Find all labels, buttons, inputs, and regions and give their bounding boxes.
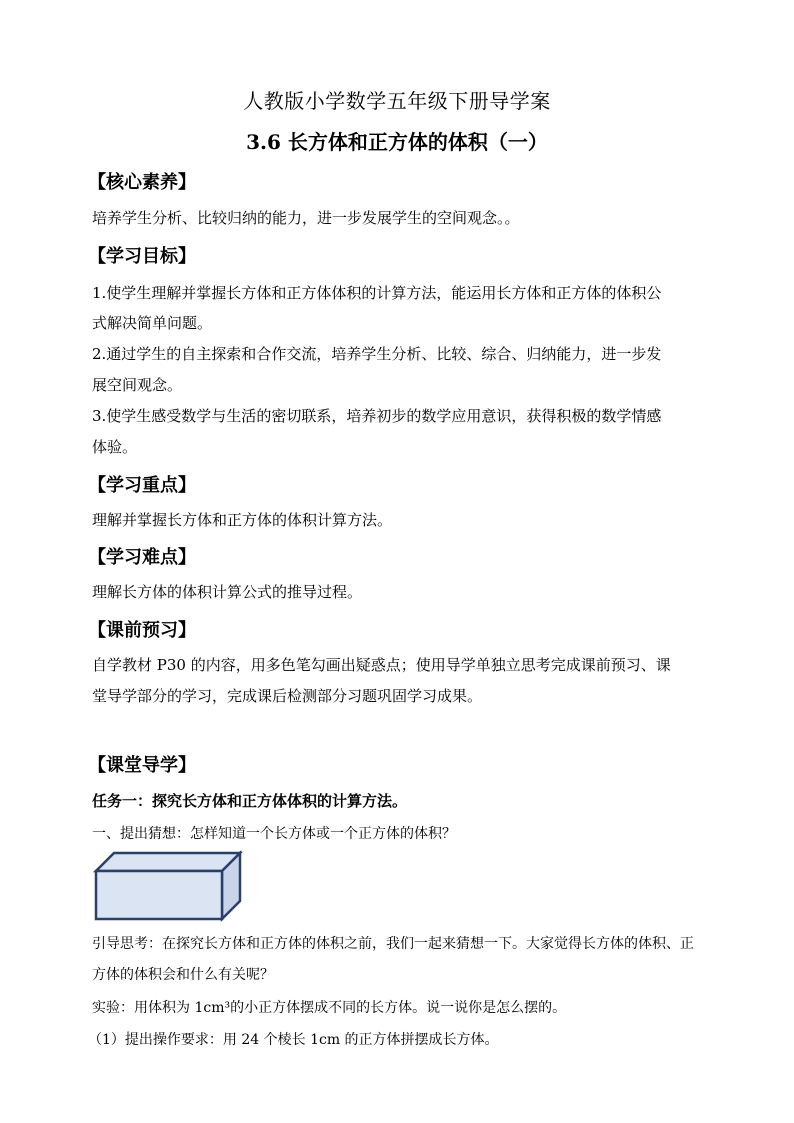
heading-core: 【核心素养】 [88, 172, 196, 193]
difficulty-text: 理解长方体的体积计算公式的推导过程。 [92, 583, 363, 601]
cuboid-top-face [96, 853, 240, 871]
focus-text: 理解并掌握长方体和正方体的体积计算方法。 [92, 511, 393, 529]
goal-line: 1.使学生理解并掌握长方体和正方体体积的计算方法，能运用长方体和正方体的体积公 [92, 284, 662, 302]
goal-line: 体验。 [92, 438, 138, 456]
document-title: 人教版小学数学五年级下册导学案 [243, 89, 551, 113]
heading-goals: 【学习目标】 [88, 246, 196, 267]
task-one: 任务一：探究长方体和正方体体积的计算方法。 [92, 792, 408, 810]
core-text: 培养学生分析、比较归纳的能力，进一步发展学生的空间观念。。 [92, 209, 520, 227]
goal-line: 式解决简单问题。 [92, 314, 213, 332]
guide-line: 方体的体积会和什么有关呢？ [92, 967, 274, 983]
guide-line: 引导思考：在探究长方体和正方体的体积之前，我们一起来猜想一下。大家觉得长方体的体积、正 [92, 936, 694, 952]
heading-focus: 【学习重点】 [88, 475, 196, 496]
heading-difficulty: 【学习难点】 [88, 547, 196, 568]
heading-classroom: 【课堂导学】 [88, 755, 196, 776]
preview-line: 堂导学部分的学习，完成课后检测部分习题巩固学习成果。 [92, 687, 483, 705]
experiment-text: 实验：用体积为 1cm³的小正方体摆成不同的长方体。说一说你是怎么摆的。 [92, 1000, 567, 1016]
cuboid-front-face [96, 871, 222, 919]
heading-preview: 【课前预习】 [88, 620, 196, 641]
operation-requirement: （1）提出操作要求：用 24 个棱长 1cm 的正方体拼摆成长方体。 [88, 1032, 499, 1048]
goal-line: 展空间观念。 [92, 376, 183, 394]
cuboid-figure [92, 849, 244, 923]
goal-line: 3.使学生感受数学与生活的密切联系，培养初步的数学应用意识，获得积极的数学情感 [92, 407, 662, 425]
goal-line: 2.通过学生的自主探索和合作交流，培养学生分析、比较、综合、归纳能力，进一步发 [92, 345, 662, 363]
step-one: 一、提出猜想：怎样知道一个长方体或一个正方体的体积？ [92, 826, 456, 842]
preview-line: 自学教材 P30 的内容，用多色笔勾画出疑惑点；使用导学单独立思考完成课前预习、课 [92, 656, 671, 674]
lesson-subtitle: 3.6 长方体和正方体的体积（一） [246, 130, 548, 154]
